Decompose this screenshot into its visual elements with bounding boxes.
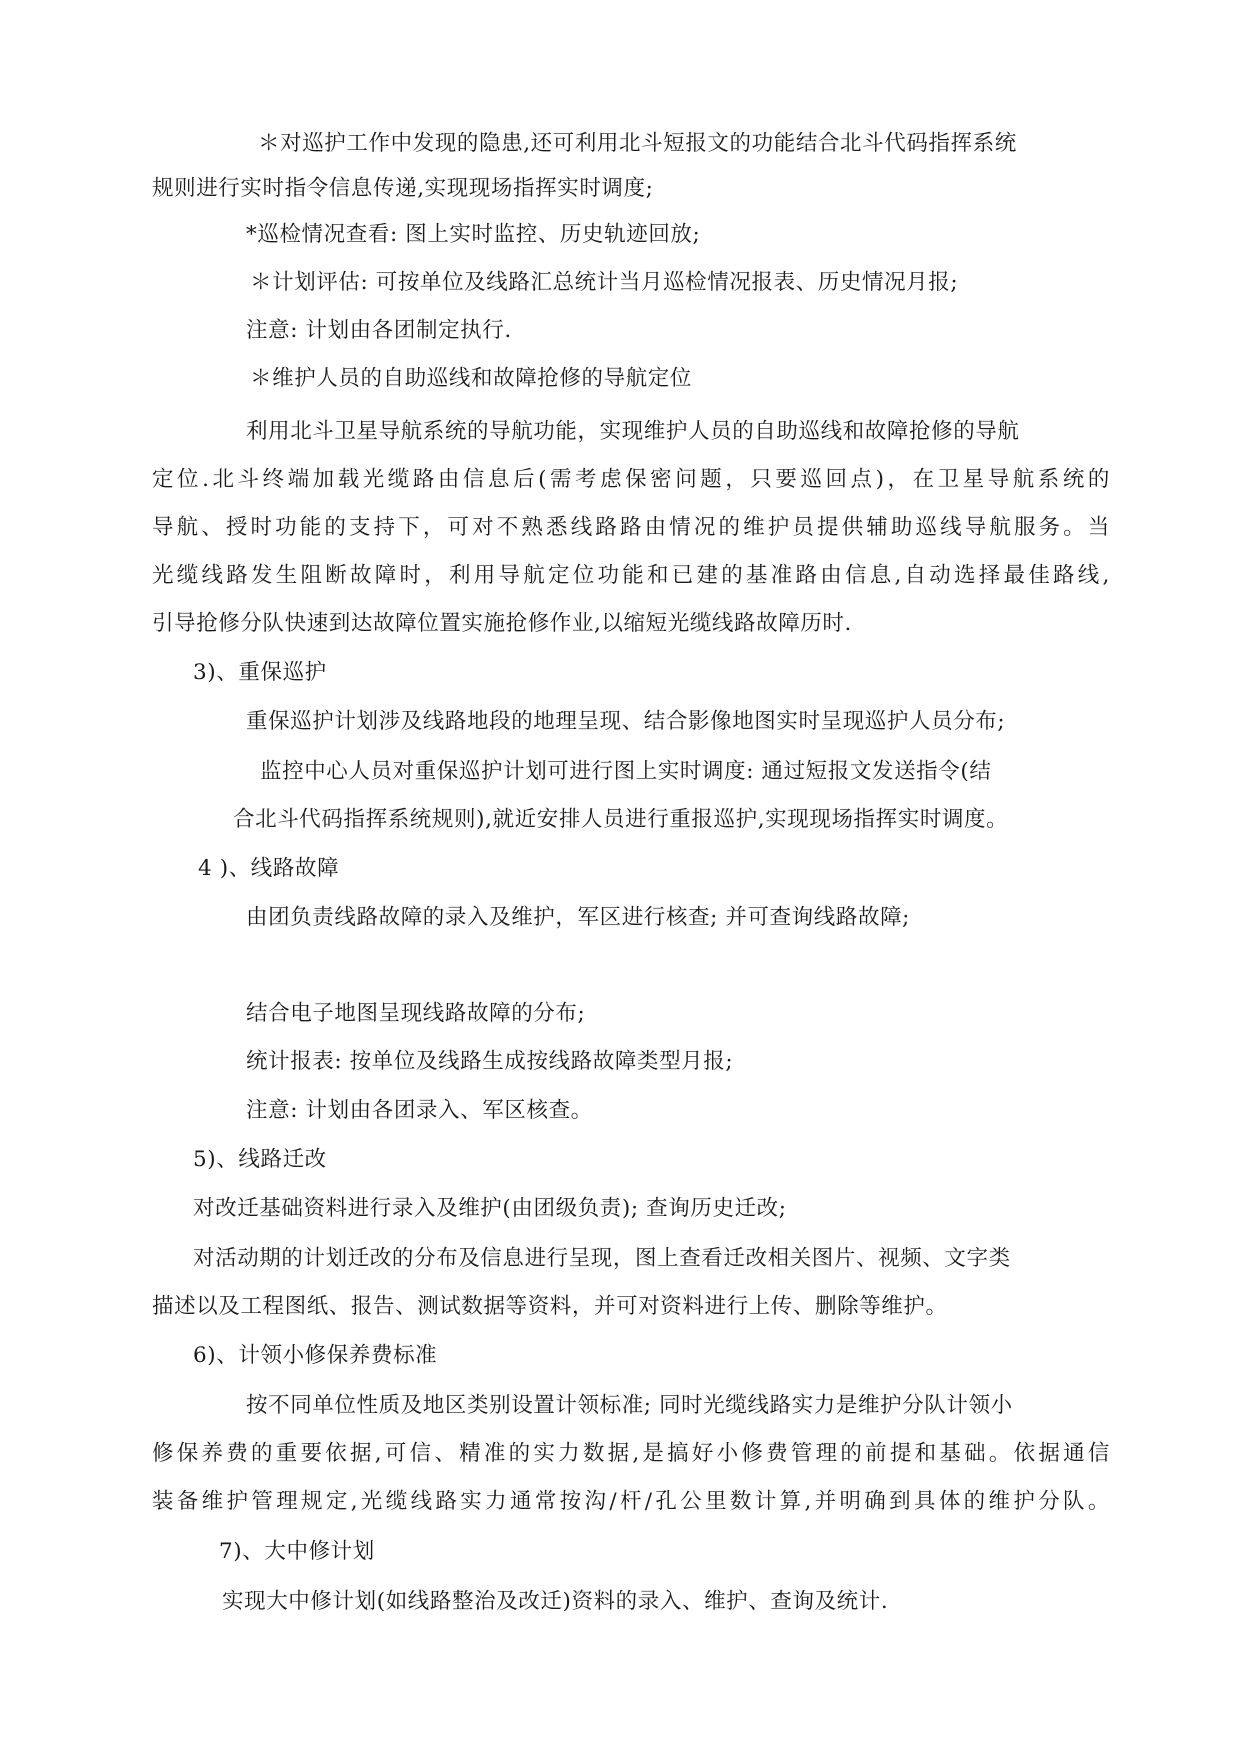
paragraph-line: 光缆线路发生阻断故障时，利用导航定位功能和已建的基准路由信息,自动选择最佳路线,: [152, 563, 1110, 588]
paragraph-line: 实现大中修计划(如线路整治及改迁)资料的录入、维护、查询及统计.: [222, 1589, 889, 1614]
paragraph-line: ＊维护人员的自助巡线和故障抢修的导航定位: [250, 366, 693, 391]
paragraph-line: 按不同单位性质及地区类别设置计领标准; 同时光缆线路实力是维护分队计领小: [246, 1393, 1013, 1418]
paragraph-line: 引导抢修分队快速到达故障位置实施抢修作业,以缩短光缆线路故障历时.: [152, 611, 852, 636]
paragraph-line: 对改迁基础资料进行录入及维护(由团级负责); 查询历史迁改;: [193, 1196, 787, 1221]
paragraph-line: 注意: 计划由各团制定执行.: [246, 318, 512, 343]
paragraph-line: 统计报表: 按单位及线路生成按线路故障类型月报;: [246, 1049, 734, 1074]
paragraph-line: 规则进行实时指令信息传递,实现现场指挥实时调度;: [152, 176, 654, 201]
section-heading: 7)、大中修计划: [219, 1539, 375, 1564]
paragraph-line: 定位.北斗终端加载光缆路由信息后(需考虑保密问题，只要巡回点)，在卫星导航系统的: [152, 467, 1110, 492]
paragraph-line: 合北斗代码指挥系统规则),就近安排人员进行重报巡护,实现现场指挥实时调度。: [233, 807, 1009, 832]
paragraph-line: 描述以及工程图纸、报告、测试数据等资料，并可对资料进行上传、删除等维护。: [152, 1294, 948, 1319]
paragraph-line: 重保巡护计划涉及线路地段的地理呈现、结合影像地图实时呈现巡护人员分布;: [246, 709, 1006, 734]
paragraph-line: 注意: 计划由各团录入、军区核查。: [246, 1098, 593, 1123]
paragraph-line: 利用北斗卫星导航系统的导航功能，实现维护人员的自助巡线和故障抢修的导航: [246, 419, 1020, 444]
paragraph-line: 导航、授时功能的支持下，可对不熟悉线路路由情况的维护员提供辅助巡线导航服务。当: [152, 515, 1110, 540]
section-heading: 3)、重保巡护: [193, 660, 327, 685]
paragraph-line: ＊对巡护工作中发现的隐患,还可利用北斗短报文的功能结合北斗代码指挥系统: [258, 131, 1017, 156]
section-heading: 4 )、线路故障: [198, 856, 340, 881]
paragraph-line: 修保养费的重要依据,可信、精准的实力数据,是搞好小修费管理的前提和基础。依据通信: [152, 1441, 1110, 1466]
section-heading: 5)、线路迁改: [193, 1147, 327, 1172]
section-heading: 6)、计领小修保养费标准: [193, 1343, 438, 1368]
paragraph-line: ＊计划评估: 可按单位及线路汇总统计当月巡检情况报表、历史情况月报;: [250, 270, 959, 295]
paragraph-line: 装备维护管理规定,光缆线路实力通常按沟/杆/孔公里数计算,并明确到具体的维护分队。: [152, 1489, 1110, 1514]
paragraph-line: 结合电子地图呈现线路故障的分布;: [246, 1001, 586, 1026]
paragraph-line: 由团负责线路故障的录入及维护，军区进行核查; 并可查询线路故障;: [246, 905, 911, 930]
paragraph-line: 对活动期的计划迁改的分布及信息进行呈现，图上查看迁改相关图片、视频、文字类: [193, 1246, 1011, 1271]
paragraph-line: *巡检情况查看: 图上实时监控、历史轨迹回放;: [246, 222, 701, 247]
paragraph-line: 监控中心人员对重保巡护计划可进行图上实时调度: 通过短报文发送指令(结: [260, 759, 992, 784]
